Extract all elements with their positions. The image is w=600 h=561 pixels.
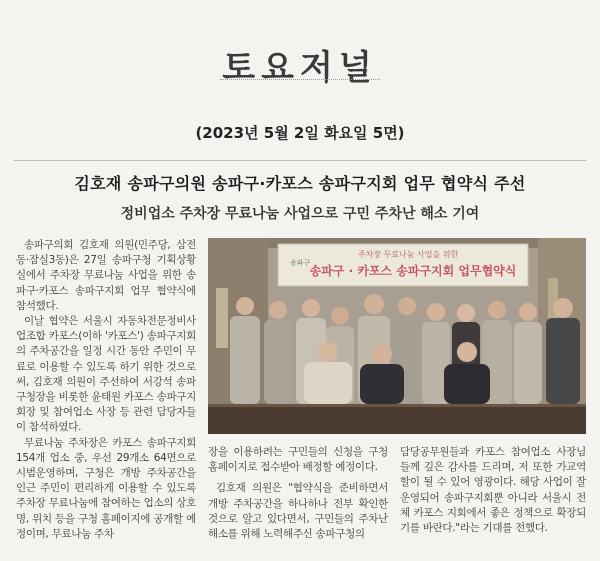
masthead-underline: [220, 79, 380, 83]
people-back-row: [230, 294, 580, 404]
banner-logo-text: 송파구: [289, 259, 311, 267]
paragraph: 송파구의회 김호재 의원(민주당, 삼전동·잠실3동)은 27일 송파구청 기획상황실에서 주차장 무료나눔 사업을 위한 송파구·카포스 송파구지회 업무 협약식에 참석했다.: [16, 239, 196, 312]
paragraph: 장을 이용하려는 구민들의 신청을 구청 홈페이지로 접수받아 배정할 예정이다.: [208, 446, 388, 474]
masthead: 토요저널: [222, 48, 378, 88]
article-subheadline: 정비업소 주차장 무료나눔 사업으로 구민 주차난 해소 기여: [120, 206, 480, 222]
article-column-2: [208, 445, 388, 542]
group-photo-illustration: [208, 238, 586, 434]
banner-small-text: 주차장 무료나눔 사업을 위한: [357, 250, 459, 259]
banner-large-text: 송파구 · 카포스 송파구지회 업무협약식: [309, 264, 517, 278]
paragraph: 담당공무원들과 카포스 참여업소 사장님들께 깊은 감사를 드리며, 저 또한 가교역할이 될 수 있어 영광이다. 해당 사업이 잘 운영되어 송파구지회뿐 아니라 서울시 전체 카포스 지회에서 좋은 정책으로 확장되기를 바란다."라는 기대를 전했다.: [400, 446, 586, 535]
article-column-3: [400, 445, 586, 536]
article-column-1: [16, 238, 196, 542]
divider: [14, 160, 586, 161]
paragraph: 무료나눔 주차장은 카포스 송파구지회 154개 업소 중, 우선 29개소 64면으로 시범운영하며, 구청은 개방 주차공간을 인근 주민이 편리하게 이용할 수 있도록 주차장 무료나눔에 참여하는 업소의 상호명, 위치 등을 구청 홈페이지에 공개할 예정이며, 무료나눔 주차: [16, 436, 196, 540]
publication-date: (2023년 5월 2일 화요일 5면): [195, 124, 405, 142]
paragraph: 이날 협약은 서울시 자동차전문정비사업조합 카포스(이하 '카포스') 송파구지회의 주차공간을 일정 시간 동안 주민이 무료로 이용할 수 있도록 하기 위한 것으로써, 김호재 의원이 주선하여 서강석 송파구청장을 비롯한 윤태원 카포스 송파구지회장 및 참여업소 사장 등 관련 담당자들이 참석하였다.: [16, 315, 196, 434]
article-photo: [208, 238, 586, 434]
paragraph: 김호재 의원은 "협약식을 준비하면서 개방 주차공간을 하나하나 전부 확인한 것으로 알고 있다면서, 구민들의 주차난 해소를 위해 노력해주신 송파구청의: [208, 482, 388, 541]
article-headline: 김호재 송파구의원 송파구·카포스 송파구지회 업무 협약식 주선: [74, 174, 526, 193]
